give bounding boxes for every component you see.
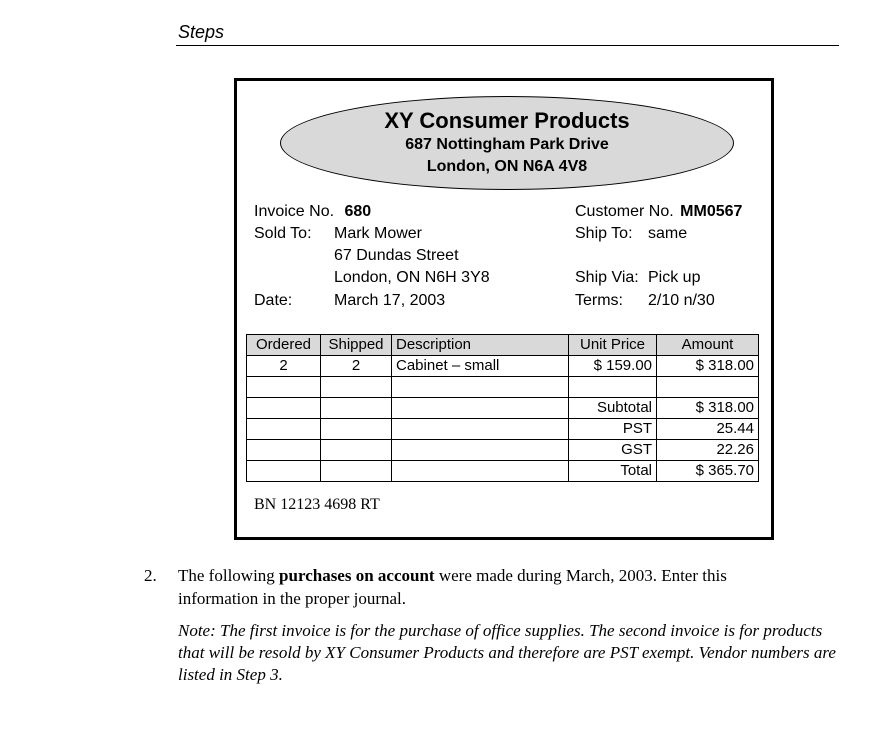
invoice-number-field [254,203,371,221]
date-label: Date: [254,292,293,309]
header-amount: Amount [657,335,759,356]
cell-ordered [247,419,321,440]
terms-value: 2/10 n/30 [648,292,715,309]
table-row [247,356,759,377]
cell-shipped [321,377,392,398]
cell-description: Cabinet – small [392,356,569,377]
step-text-line2: information in the proper journal. [178,589,407,608]
header-ordered: Ordered [247,335,321,356]
customer-number-label: Customer No. [575,203,674,220]
company-address-line2: London, ON N6A 4V8 [426,158,588,175]
total-value: $ 365.70 [657,461,759,482]
cell-shipped [321,398,392,419]
step-number: 2. [144,566,157,585]
ship-to-label: Ship To: [575,225,633,242]
cell-ordered [247,461,321,482]
step-text-line1 [178,564,727,587]
section-title: Steps [178,22,225,42]
total-label: Total [569,461,657,482]
cell-ordered [247,440,321,461]
cell-description [392,440,569,461]
pst-label: PST [569,419,657,440]
cell-description [392,398,569,419]
invoice-number-label: Invoice No. [254,203,335,220]
cell-description [392,461,569,482]
invoice-items-table [246,334,759,482]
gst-label: GST [569,440,657,461]
step-text-continuation: were made during March, 2003. Enter this [434,566,727,585]
section-divider [176,45,839,46]
header-unit-price: Unit Price [569,335,657,356]
business-number: BN 12123 4698 RT [254,496,380,513]
header-shipped: Shipped [321,335,392,356]
step-text-emphasis: purchases on account [279,566,435,585]
subtotal-label: Subtotal [569,398,657,419]
customer-number-value: MM0567 [680,203,743,220]
cell-shipped [321,419,392,440]
cell-description [392,419,569,440]
date-value: March 17, 2003 [334,292,446,309]
gst-value: 22.26 [657,440,759,461]
ship-to-value: same [648,225,688,242]
invoice-number-value: 680 [344,203,372,220]
cell-unit-price: $ 159.00 [569,356,657,377]
company-name: XY Consumer Products [384,108,630,133]
sold-to-label: Sold To: [254,225,312,242]
table-row [247,461,759,482]
sold-to-address-line2: London, ON N6H 3Y8 [334,269,490,286]
table-row [247,398,759,419]
table-row [247,440,759,461]
terms-label: Terms: [575,292,623,309]
cell-amount: $ 318.00 [657,356,759,377]
cell-unit-price [569,377,657,398]
header-description: Description [392,335,569,356]
cell-ordered [247,377,321,398]
ship-via-value: Pick up [648,269,701,286]
step-text-intro: The following [178,566,280,585]
cell-shipped [321,440,392,461]
ship-via-label: Ship Via: [575,269,639,286]
cell-amount [657,377,759,398]
cell-ordered: 2 [247,356,321,377]
company-address-line1: 687 Nottingham Park Drive [405,136,609,153]
subtotal-value: $ 318.00 [657,398,759,419]
cell-ordered [247,398,321,419]
table-row [247,377,759,398]
step-note: Note: The first invoice is for the purchase of office supplies. The second invoice is for products that will be resold by XY Consumer Products and therefore are PST exempt. Vendor numbers are listed in Step 3. [178,621,836,684]
table-header-row [247,335,759,356]
cell-shipped [321,461,392,482]
cell-shipped: 2 [321,356,392,377]
sold-to-name: Mark Mower [334,225,423,242]
customer-number-field [575,203,742,221]
pst-value: 25.44 [657,419,759,440]
cell-description [392,377,569,398]
table-row [247,419,759,440]
sold-to-address-line1: 67 Dundas Street [334,247,459,264]
